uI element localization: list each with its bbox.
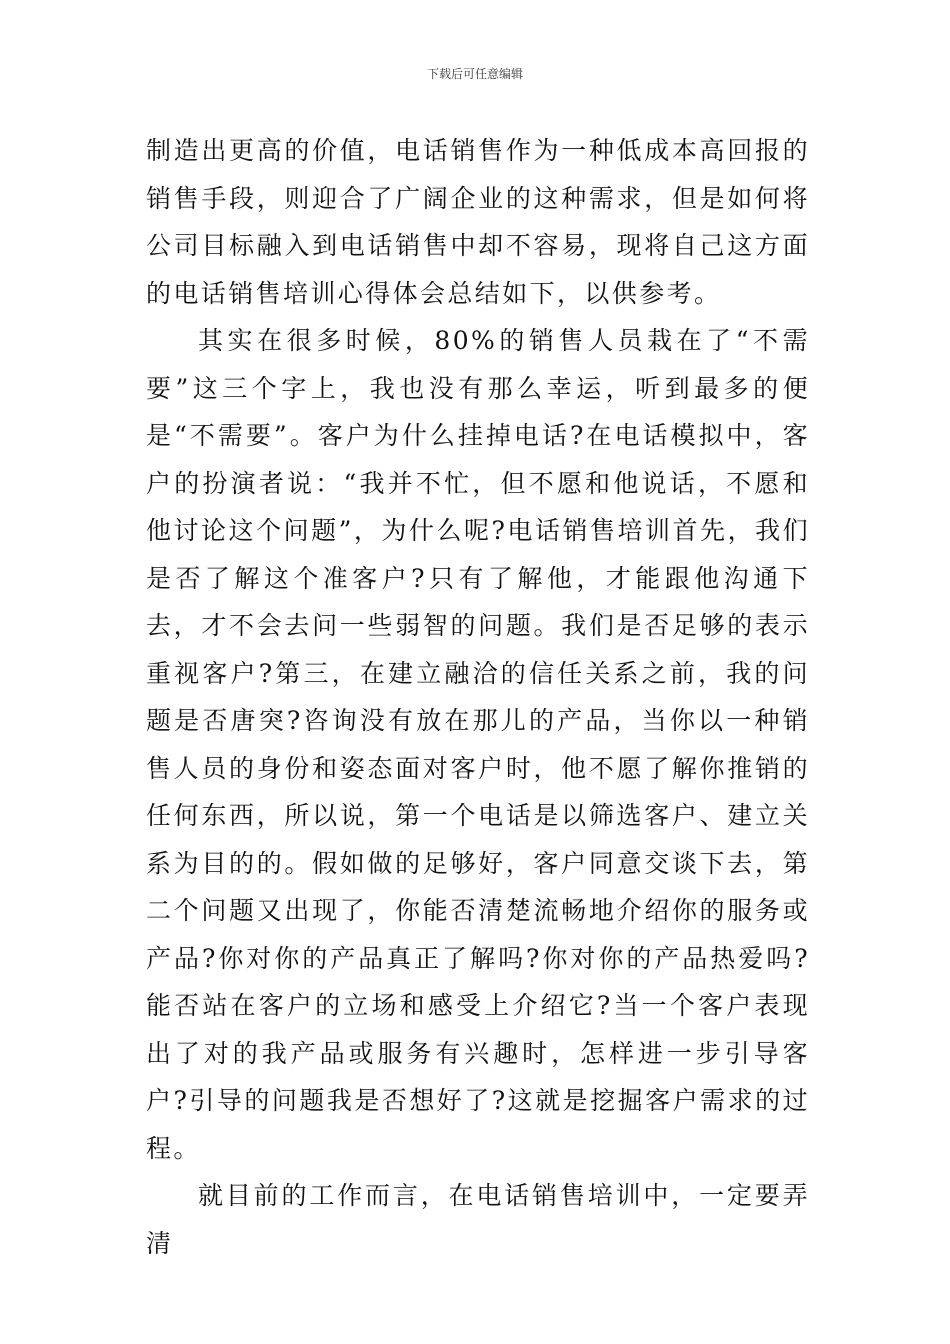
paragraph-1: 制造出更高的价值，电话销售作为一种低成本高回报的销售手段，则迎合了广阔企业的这种需求，但是如何将公司目标融入到电话销售中却不容易，现将自己这方面的电话销售培训心得体会总结如下，以供参考。 bbox=[146, 136, 810, 308]
document-body bbox=[146, 127, 810, 1267]
paragraph-2: 其实在很多时候，80%的销售人员栽在了“不需要”这三个字上，我也没有那么幸运，听到最多的便是“不需要”。客户为什么挂掉电话?在电话模拟中，客户的扮演者说：“我并不忙，但不愿和他说话，不愿和他讨论这个问题”，为什么呢?电话销售培训首先，我们是否了解这个准客户?只有了解他，才能跟他沟通下去，才不会去问一些弱智的问题。我们是否足够的表示重视客户?第三，在建立融洽的信任关系之前，我的问题是否唐突?咨询没有放在那儿的产品，当你以一种销售人员的身份和姿态面对客户时，他不愿了解你推销的任何东西，所以说，第一个电话是以筛选客户、建立关系为目的的。假如做的足够好，客户同意交谈下去，第二个问题又出现了，你能否清楚流畅地介绍你的服务或产品?你对你的产品真正了解吗?你对你的产品热爱吗?能否站在客户的立场和感受上介绍它?当一个客户表现出了对的我产品或服务有兴趣时，怎样进一步引导客户?引导的问题我是否想好了?这就是挖掘客户需求的过程。 bbox=[146, 326, 810, 1163]
paragraph-3: 就目前的工作而言，在电话销售培训中，一定要弄清 bbox=[146, 1181, 810, 1258]
page-header: 下载后可任意编辑 bbox=[426, 67, 523, 81]
